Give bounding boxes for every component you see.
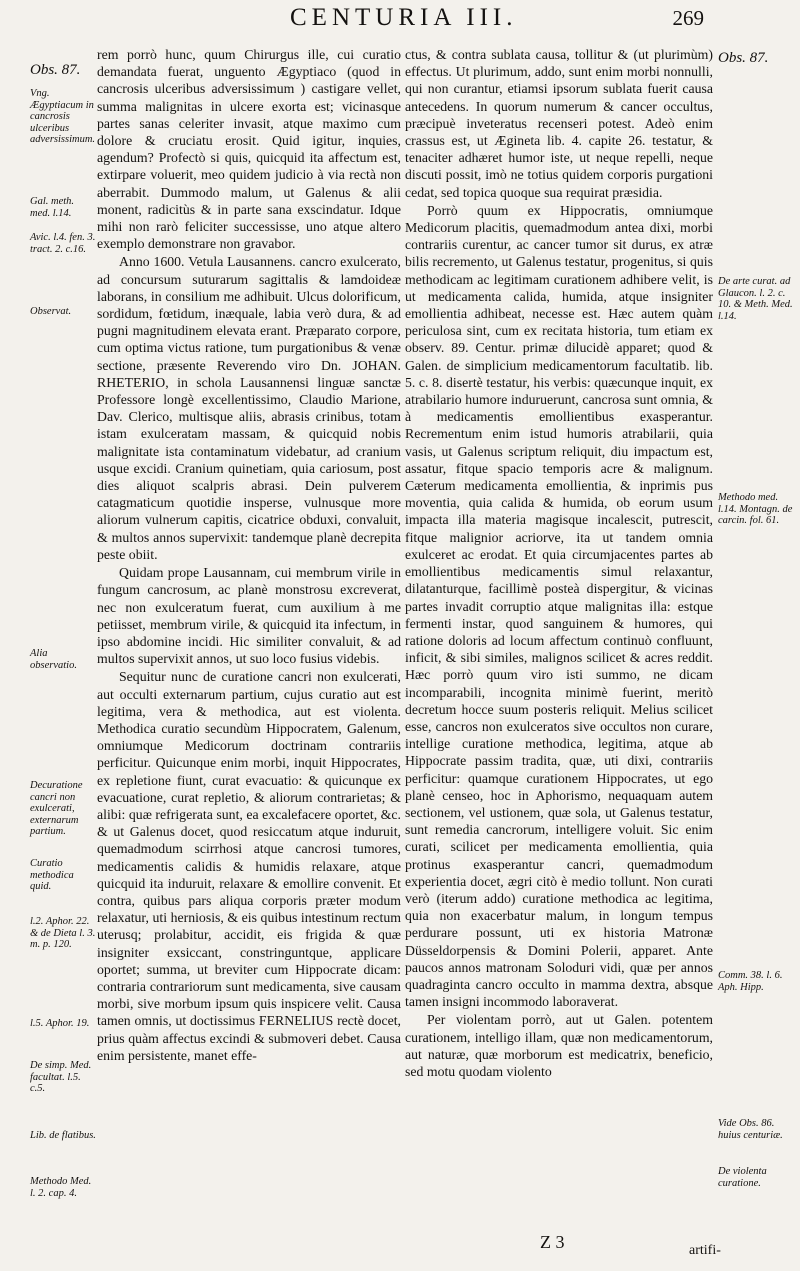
page-number: 269 xyxy=(672,6,704,30)
margin-note: Curatio methodica quid. xyxy=(30,858,74,892)
margin-note: Obs. 87. xyxy=(30,62,81,78)
margin-note: Decuratione cancri non exulcerati, externarum partium. xyxy=(30,780,83,837)
right-marginalia xyxy=(718,0,798,1271)
margin-note: l.5. Aphor. 19. xyxy=(30,1018,90,1029)
margin-note: Methodo Med. l. 2. cap. 4. xyxy=(30,1176,92,1199)
margin-note: l.2. Aphor. 22. & de Dieta l. 3. m. p. 120. xyxy=(30,916,96,950)
margin-note: Gal. meth. med. l.14. xyxy=(30,196,75,219)
margin-note: Comm. 38. l. 6. Aph. Hipp. xyxy=(718,970,783,993)
paragraph: Quidam prope Lausannam, cui membrum virile in fungum cancrosum, ac planè monstrosu excreverat, nec non exulceratum fuerat, cum auxilium à me petiisset, membrum virile, & quicquid ita infectum, in ipso abdomine incidi. Hic similiter convaluit, & ad multos supervixit annos, ut suo loco fusius videbis. xyxy=(97,565,401,667)
margin-note: Vide Obs. 86. huius centuriæ. xyxy=(718,1118,783,1141)
paragraph: Anno 1600. Vetula Lausannens. cancro exulcerato, ad concursum suturarum sagittalis & lamdoideæ laborans, in consilium me adhibuit. Ulcus dolorificum, sordidum, fœtidum, inæquale, labia verò dura, & ad pugni magnitudinem elevata erant. Præparato corpore, cum optima victus ratione, tum purgationibus & venæ sectione, præsente Reverendo viro Dn. JOHAN. RHETERIO, in schola Lausannensi linguæ sanctæ Professore longè excellentissimo, Claudio Marione, Dav. Clerico, multisque aliis, abrasis crinibus, totam istam exulceratam massam, & quicquid nobis malignitate ista contaminatum videbatur, ad cranium usque excidi. Cranium quinetiam, quia cariosum, post dies aliquot scalpris abrasi. Dein pulverem catagmaticum quotidie insperse, vulnusque more aliorum vulnerum capitis, cicatrice obduxi, convaluit, & multos annos supervixit: tandemque planè decrepita peste obiit. xyxy=(97,254,401,562)
running-header xyxy=(0,2,800,42)
signature-mark: Z 3 xyxy=(540,1232,565,1252)
paragraph: Porrò quum ex Hippocratis, omniumque Medicorum placitis, quemadmodum antea dixi, morbi contrariis curentur, ac cancer tumor sit durus, ex atræ bilis recremento, ut Galenus testatur, progenitus, si quis methodicam ac legitimam curationem adhibere velit, is ut medicamenta calida, humida, atque insigniter emollientia adhibeat, necesse est. Hæc autem quàm periculosa sint, cum ex recitata historia, tum etiam ex observ. 89. Centur. primæ dilucidè apparet; quod & Galen. de simplicium medicamentorum facultatib. lib. 5. c. 8. disertè testatur, his verbis: quæcunque inquit, ex atrabilario humore induruerunt, cancrosa sunt omnia, & à medicamentis emollientibus exasperantur. Recrementum enim istud humoris atrabilarii, quia vasis, ut Galenus scriptum reliquit, diu impactum est, assatur, fitque spacio temporis acre & malignum. Cæterum medicamenta emollientia, & inprimis pus moventia, quia calida & humida, ob eorum usum impacta illa materia magisque incalescit, putrescit, fitque malignior acriorve, ita ut tandem omnia exulceret ac erodat. Et quia circumjacentes partes ab emollientibus medicamentis simul relaxantur, dilatanturque, facillimè posteà dispergitur, & vicinas partes invadit corruptio atque malignitas illa: estque fermenti instar, quod sanguinem & humores, qui ratione doloris ad locum affectum continuò confluunt, inficit, & sibi similes, malignos scilicet & acres reddit. Hæc porrò quum viro isti summo, ne dicam incomparabili, incognita minimè fuerint, meritò decretum hocce suum posteris reliquit. Melius scilicet esse, cancros non exulceratos sive occultos non curare, intellige curatione methodica, legitima, atque ab Hippocrate passim tradita, quæ, uti dixi, contrariis perficitur: quamque curationem Hippocrates, ut ego planè censeo, hoc in Aphorismo, nequaquam autem sectionem, vel ustionem, quæ sola, ut Galenus testatur, sunt remedia cancrorum, intelligere voluit. Sic enim curati, scilicet per medicamenta emollientia, quia protinus exasperantur cancri, quemadmodum experientia docet, ægri citò è medio tollunt. Non curati verò (iterum addo) curatione methodica ac legitima, quia non exacerbatur malum, in longum tempus perdurare possunt, uti ex historia Matronæ Düsseldorpensis & Domini Polerii, apparet. Ante paucos annos matronam Soloduri vidi, quæ per annos quadraginta cancro occulto in mamma dextra, absque tamen insigni incommodo laboraverat. xyxy=(405,202,713,1010)
text-column-left xyxy=(97,46,401,1065)
margin-note: Vng. Ægyptiacum in cancrosis ulceribus adversissimum. xyxy=(30,88,96,145)
margin-note: De violenta curatione. xyxy=(718,1166,767,1189)
margin-note: Avic. l.4. fen. 3. tract. 2. c.16. xyxy=(30,232,96,255)
page-title: CENTURIA III. xyxy=(290,4,518,31)
margin-note: De simp. Med. facultat. l.5. c.5. xyxy=(30,1060,92,1094)
catchword: artifi- xyxy=(689,1243,721,1258)
paragraph: Sequitur nunc de curatione cancri non exulcerati, aut occulti externarum partium, cujus curatio aut est legitima, vera & methodica, aut est violenta. Methodica curatio secundùm Hippocratem, Galenum, omniumque Medicorum doctrinam contrariis perficitur. Quicunque enim morbi, inquit Hippocrates, ex repletione fiunt, curat evacuatio: & quicunque ex evacuatione, curat repletio, & aliorum contrarietas; & alibi: quæ refrigerata sunt, ea excalefacere oportet, &c. & ut Galenus docet, quod resiccatum atque induruit, quemadmodum scirrhosi atque cancrosi tumores, medicamentis calidis & humidis relaxare, atque quicquid ita induruit, relaxare & emollire convenit. Et contra, quibus pars aliqua corporis præter modum relaxatur, uti herniosis, & eis quibus intestinum rectum uterusq; prolabitur, accidit, eis frigida & quæ insigniter exsiccant, constringuntque, applicare oportet; summa, ut breviter cum Hippocrate dicam: contraria contrariorum sunt medicamenta, sive causam morbi, sive morbum ipsum quis inspicere velit. Causa tamen omnis, ut doctissimus FERNELIUS rectè docet, prius quàm affectus excindi & submoveri debet. Causa enim persistente, manet effe- xyxy=(97,669,401,1063)
margin-note: Lib. de flatibus. xyxy=(30,1130,96,1141)
paragraph: Per violentam porrò, aut ut Galen. potentem curationem, intelligo illam, quæ non medicamentorum, aut naturæ, quæ morborum est medicatrix, beneficio, sed motu quodam violento xyxy=(405,1012,713,1079)
left-marginalia xyxy=(30,0,96,1271)
margin-note: Methodo med. l.14. Montagn. de carcin. fol. 61. xyxy=(718,492,793,526)
margin-note: Obs. 87. xyxy=(718,50,769,66)
margin-note: Observat. xyxy=(30,306,72,317)
margin-note: De arte curat. ad Glaucon. l. 2. c. 10. & Meth. Med. l.14. xyxy=(718,276,793,322)
text-column-right xyxy=(405,46,713,1081)
margin-note: Alia observatio. xyxy=(30,648,77,671)
paragraph: rem porrò hunc, quum Chirurgus ille, cui curatio demandata fuerat, unguento Ægyptiaco (quod in cancrosis ulceribus adversissimum ) castigare vellet, summa malignitas in ulcere exorta est; vicinasque partes sanas celeriter invasit, atque maximo cum dolore & cruciatu erosit. Quid igitur, inquies, agendum? Profectò si quis, quicquid ita affectum est, extirpare voluerit, meo quidem judicio à via rectà non aberrabit. Dummodo malum, ut Galenus & alii monent, radicitùs & in parte sana exscindatur. Idque mihi non rarò feliciter successisse, uno atque altero exemplo demonstrare non gravabor. xyxy=(97,47,401,252)
paragraph: ctus, & contra sublata causa, tollitur & (ut plurimùm) effectus. Ut plurimum, addo, sunt enim morbi nonnulli, qui non curantur, etiamsi ipsorum sublata fuerit causa antecedens. In quorum numerum & cancer occultus, præcipuè inveteratus recenseri potest. Adeò enim crassus est, ut Ægineta lib. 4. capite 26. testatur, & tenaciter adhæret humor iste, ut neque repelli, neque discuti possit, imò ne totius quidem corporis purgationi cedat, sed topica quoque sua requirat præsidia. xyxy=(405,47,713,200)
